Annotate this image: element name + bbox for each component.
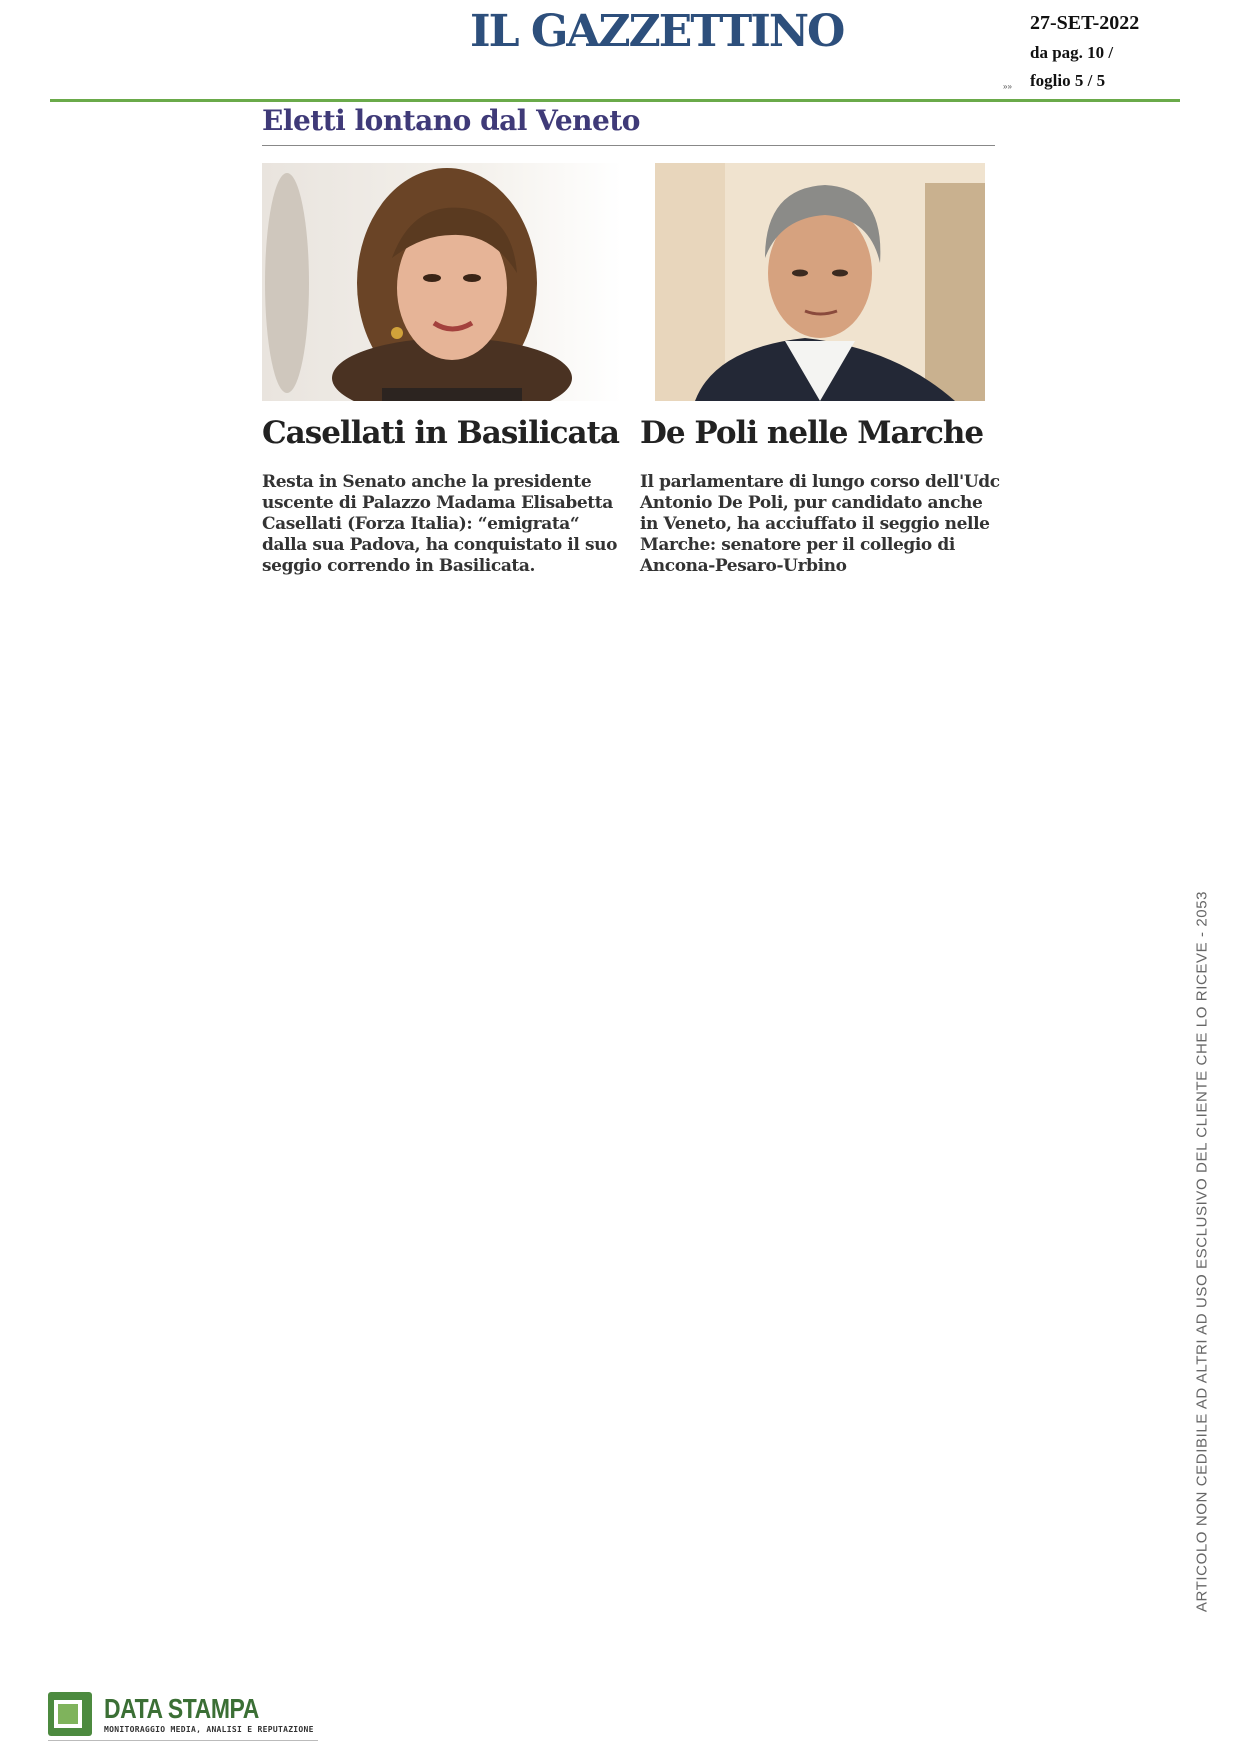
data-stampa-logo [48, 1692, 314, 1736]
photo-casellati [262, 163, 622, 401]
arrows-marker: »» [1003, 82, 1012, 91]
body-casellati: Resta in Senato anche la presidente uscente di Palazzo Madama Elisabetta Casellati (Forza Italia): “emigrata“ dalla sua Padova, ha conquistato il suo seggio correndo in Basilicata. [262, 472, 618, 576]
logo-divider [48, 1740, 318, 1741]
publication-date: 27-SET-2022 [1030, 12, 1140, 34]
headline-casellati: Casellati in Basilicata [262, 415, 620, 451]
publication-meta [1030, 12, 1139, 99]
sheet-number: foglio 5 / 5 [1030, 71, 1106, 90]
copyright-notice: ARTICOLO NON CEDIBILE AD ALTRI AD USO ESCLUSIVO DEL CLIENTE CHE LO RICEVE - 2053 [1193, 890, 1211, 1613]
headline-de-poli: De Poli nelle Marche [640, 415, 984, 451]
logo-tagline: MONITORAGGIO MEDIA, ANALISI E REPUTAZIONE [104, 1724, 314, 1734]
photo-de-poli [655, 163, 985, 401]
logo-name: DATA STAMPA [104, 1692, 259, 1724]
body-de-poli: Il parlamentare di lungo corso dell'Udc Antonio De Poli, pur candidato anche in Veneto, ha acciuffato il seggio nelle Marche: senatore per il collegio di Ancona-Pesaro-Urbino [640, 472, 1000, 576]
masthead: IL GAZZETTINO [470, 6, 844, 57]
data-stampa-square-icon [48, 1692, 92, 1736]
header-divider [50, 99, 1180, 102]
section-divider [262, 145, 995, 146]
section-title: Eletti lontano dal Veneto [262, 104, 640, 137]
page-reference: da pag. 10 / [1030, 43, 1114, 62]
